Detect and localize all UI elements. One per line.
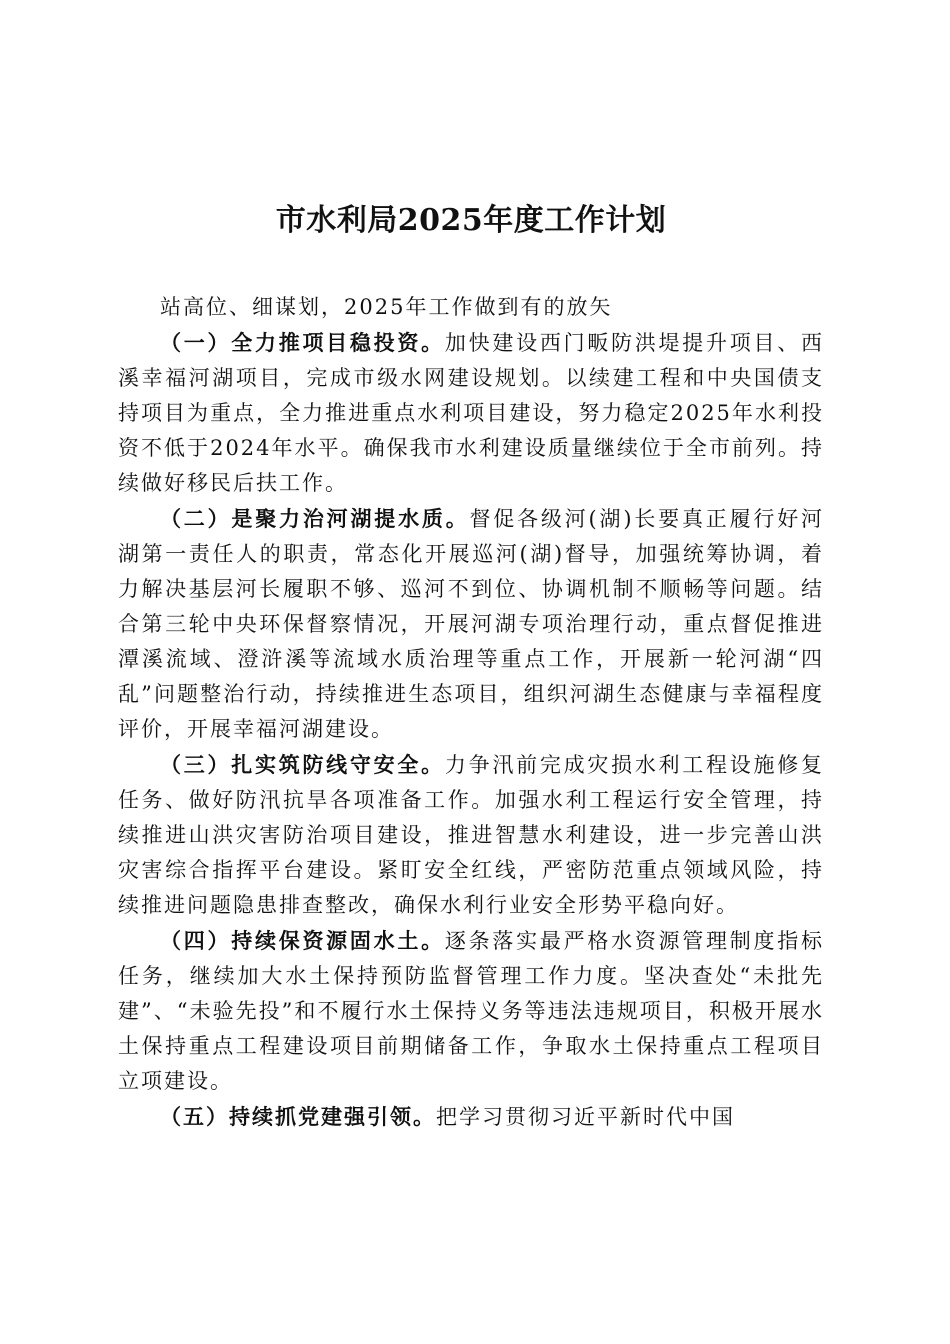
document-page xyxy=(118,0,824,1344)
section-heading-5: （五）持续抓党建强引领。 xyxy=(160,1104,436,1129)
section-text-5: 把学习贯彻习近平新时代中国 xyxy=(436,1105,735,1129)
intro-paragraph: 站高位、细谋划，2025年工作做到有的放矢 xyxy=(160,295,613,319)
section-text-4: 逐条落实最严格水资源管理制度指标任务，继续加大水土保持预防监督管理工作力度。坚决查处“未批先建”、“未验先投”和不履行水土保持义务等违法违规项目，积极开展水土保持重点工程建设项目前期储备工作，争取水土保持重点工程项目立项建设。 xyxy=(118,929,825,1093)
section-text-3: 力争汛前完成灾损水利工程设施修复任务、做好防汛抗旱各项准备工作。加强水利工程运行安全管理，持续推进山洪灾害防治项目建设，推进智慧水利建设，进一步完善山洪灾害综合指挥平台建设。紧盯安全红线，严密防范重点领域风险，持续推进问题隐患排查整改，确保水利行业安全形势平稳向好。 xyxy=(118,753,825,917)
document-title: 市水利局2025年度工作计划 xyxy=(275,203,667,238)
section-heading-3: （三）扎实筑防线守安全。 xyxy=(160,752,445,777)
section-paragraph-5 xyxy=(118,1099,824,1135)
section-paragraph-4 xyxy=(118,923,824,1099)
section-paragraph-2 xyxy=(118,501,824,747)
section-paragraph-1 xyxy=(118,325,824,501)
section-heading-1: （一）全力推项目稳投资。 xyxy=(160,330,445,355)
document-body xyxy=(118,290,824,1135)
section-heading-2: （二）是聚力治河湖提水质。 xyxy=(160,506,470,531)
section-text-2: 督促各级河(湖)长要真正履行好河湖第一责任人的职责，常态化开展巡河(湖)督导，加强统筹协调，着力解决基层河长履职不够、巡河不到位、协调机制不顺畅等问题。结合第三轮中央环保督察情况，开展河湖专项治理行动，重点督促推进潭溪流域、澄浒溪等流域水质治理等重点工作，开展新一轮河湖“四乱”问题整治行动，持续推进生态项目，组织河湖生态健康与幸福程度评价，开展幸福河湖建设。 xyxy=(118,507,824,741)
section-heading-4: （四）持续保资源固水土。 xyxy=(160,928,445,953)
section-text-1: 加快建设西门畈防洪堤提升项目、西溪幸福河湖项目，完成市级水网建设规划。以续建工程和中央国债支持项目为重点，全力推进重点水利项目建设，努力稳定2025年水利投资不低于2024年水平。确保我市水利建设质量继续位于全市前列。持续做好移民后扶工作。 xyxy=(118,331,825,495)
section-paragraph-3 xyxy=(118,747,824,923)
